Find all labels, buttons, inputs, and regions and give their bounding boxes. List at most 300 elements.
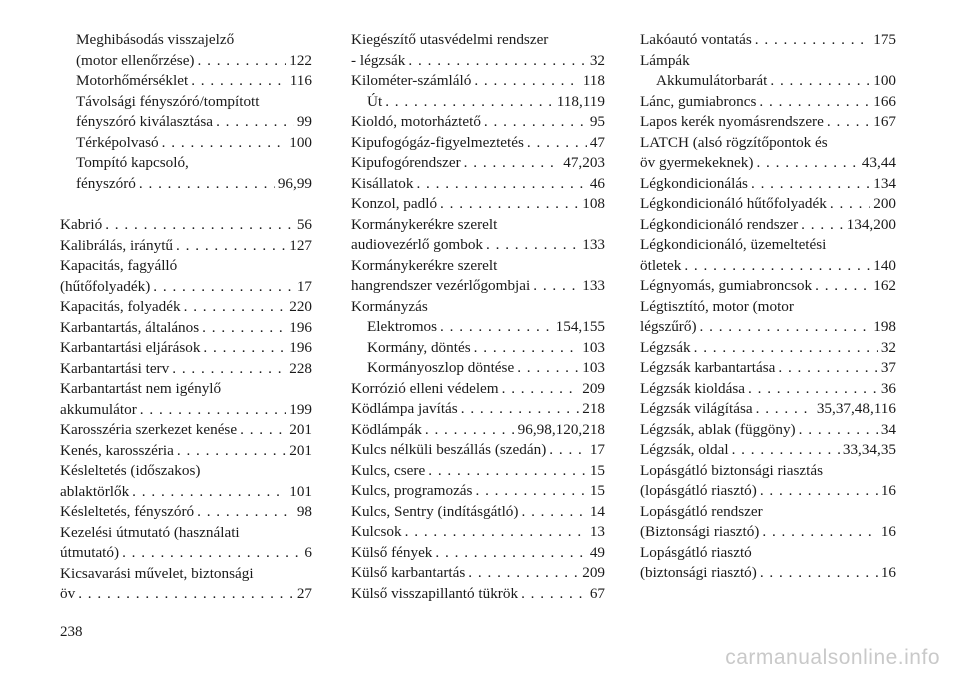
index-term: - légzsák — [351, 51, 406, 69]
page-reference: 133 — [582, 277, 605, 294]
dot-leader — [425, 420, 515, 441]
dot-leader — [240, 420, 286, 441]
page-reference: 96,99 — [277, 174, 312, 192]
index-term: Légtisztító, motor (motor — [640, 297, 794, 315]
dot-leader — [760, 563, 878, 584]
index-entry — [351, 256, 605, 297]
dot-leader — [176, 236, 286, 257]
index-entry-line — [351, 399, 605, 420]
index-term: Lakóautó vontatás — [640, 31, 752, 48]
dot-leader — [694, 338, 878, 359]
index-term: Távolsági fényszóró/tompított — [76, 92, 260, 110]
page-reference: 118,119 — [556, 92, 605, 110]
index-term: (hűtőfolyadék) — [60, 277, 151, 295]
index-term: Karbantartást nem igénylő — [60, 380, 222, 397]
index-term: Konzol, padló — [351, 195, 438, 212]
index-entry-line — [60, 584, 312, 605]
dot-leader — [684, 256, 870, 277]
index-entry — [60, 297, 312, 318]
index-entry-line — [351, 174, 605, 195]
page-reference: 133 — [582, 236, 605, 253]
index-entry — [640, 92, 896, 113]
index-entry-line — [60, 379, 312, 400]
page-reference: 47,203 — [563, 154, 605, 171]
page-reference: 47 — [589, 133, 605, 151]
index-entry — [351, 543, 605, 564]
index-entry-line — [640, 502, 896, 523]
index-entry-line — [351, 461, 605, 482]
dot-leader — [464, 153, 561, 174]
index-term: Kulcs, programozás — [351, 482, 473, 499]
index-entry — [640, 399, 896, 420]
index-entry — [60, 153, 312, 194]
index-entry-line — [60, 112, 312, 133]
index-term: hangrendszer vezérlőgombjai — [351, 277, 531, 294]
dot-leader — [517, 358, 579, 379]
index-entry — [351, 399, 605, 420]
index-term: Kulcsok — [351, 523, 402, 540]
dot-leader — [815, 276, 870, 297]
index-column-3 — [640, 30, 896, 584]
dot-leader — [748, 379, 878, 400]
dot-leader — [197, 502, 294, 523]
index-term: Kilométer-számláló — [351, 72, 472, 89]
page-reference: 201 — [289, 421, 312, 438]
index-entry — [351, 92, 605, 113]
page-reference: 46 — [589, 174, 605, 192]
page-reference: 32 — [589, 51, 605, 69]
index-term: Légzsák, oldal — [640, 441, 729, 458]
index-entry — [351, 194, 605, 215]
index-term: Kenés, karosszéria — [60, 441, 174, 459]
index-entry — [640, 297, 896, 338]
dot-leader — [474, 338, 580, 359]
index-entry-line — [60, 236, 312, 257]
page-reference: 175 — [873, 31, 896, 48]
index-entry-line — [640, 461, 896, 482]
dot-leader — [428, 461, 587, 482]
page-reference: 103 — [582, 359, 605, 376]
index-entry-line — [60, 133, 312, 154]
index-entry — [351, 133, 605, 154]
dot-leader — [799, 420, 878, 441]
page-reference: 127 — [289, 236, 312, 254]
index-entry-line — [640, 358, 896, 379]
page-reference: 218 — [582, 400, 605, 417]
page-reference: 134 — [873, 174, 896, 192]
page-reference: 209 — [582, 564, 605, 581]
index-entry-line — [351, 235, 605, 256]
index-term: Elektromos — [367, 318, 438, 335]
index-term: Légkondicionáló hűtőfolyadék — [640, 195, 827, 212]
index-entry-line — [640, 399, 896, 420]
index-column-2 — [351, 30, 605, 604]
index-term: Kipufogórendszer — [351, 154, 461, 171]
index-term: Lopásgátló riasztó — [640, 543, 752, 561]
index-entry-line — [60, 153, 312, 174]
index-entry — [351, 153, 605, 174]
watermark: carmanualsonline.info — [725, 646, 940, 669]
dot-leader — [468, 563, 579, 584]
index-term: Kulcs, csere — [351, 461, 426, 479]
index-entry-line — [640, 481, 896, 502]
index-term: Lopásgátló biztonsági riasztás — [640, 461, 824, 479]
index-term: Külső visszapillantó tükrök — [351, 584, 519, 602]
index-term: (Biztonsági riasztó) — [640, 523, 760, 540]
page-reference: 200 — [873, 195, 896, 212]
index-entry — [640, 358, 896, 379]
page-reference: 27 — [296, 585, 312, 602]
index-entry — [60, 338, 312, 359]
index-entry-line — [351, 440, 605, 461]
index-term: (lopásgátló riasztó) — [640, 482, 757, 499]
page-reference: 116 — [289, 72, 312, 89]
dot-leader — [502, 379, 580, 400]
page-reference: 201 — [289, 441, 312, 459]
page-reference: 98 — [296, 503, 312, 520]
index-term: Karbantartási terv — [60, 359, 170, 377]
index-term: Kalibrálás, iránytű — [60, 236, 174, 254]
page-reference: 196 — [289, 339, 312, 356]
index-entry — [640, 543, 896, 584]
index-term: Légkondicionáló, üzemeltetési — [640, 236, 827, 253]
index-entry-line — [60, 543, 312, 564]
page-reference: 162 — [873, 277, 896, 294]
index-entry — [640, 440, 896, 461]
index-entry — [60, 564, 312, 605]
index-term: Kormányzás — [351, 297, 428, 315]
index-entry-line — [60, 297, 312, 318]
index-term: Kulcs nélküli beszállás (szedán) — [351, 441, 547, 458]
index-entry-line — [351, 297, 605, 318]
page-reference: 43,44 — [861, 154, 896, 171]
index-term: Kormányoszlop döntése — [367, 359, 515, 376]
dot-leader — [416, 174, 586, 195]
index-term: Kapacitás, folyadék — [60, 298, 181, 315]
index-entry-line — [640, 543, 896, 564]
index-term: (biztonsági riasztó) — [640, 564, 757, 581]
index-entry-line — [351, 276, 605, 297]
index-entry — [60, 502, 312, 523]
dot-leader — [435, 543, 586, 564]
index-entry — [640, 112, 896, 133]
page-reference: 100 — [873, 72, 896, 89]
dot-leader — [521, 502, 586, 523]
dot-leader — [191, 71, 287, 92]
index-entry — [640, 379, 896, 400]
page-reference: 96,98,120,218 — [517, 420, 605, 438]
index-term: Karbantartási eljárások — [60, 339, 201, 356]
index-entry — [60, 461, 312, 502]
dot-leader — [760, 481, 878, 502]
index-entry-line — [351, 563, 605, 584]
index-term: Légnyomás, gumiabroncsok — [640, 277, 813, 294]
index-entry-line — [60, 92, 312, 113]
dot-leader — [122, 543, 301, 564]
index-term: öv gyermekeknek) — [640, 154, 754, 171]
index-entry-line — [351, 71, 605, 92]
index-entry-line — [640, 297, 896, 318]
dot-leader — [527, 133, 587, 154]
index-entry-line — [640, 133, 896, 154]
index-entry-line — [351, 420, 605, 441]
index-entry — [60, 379, 312, 420]
index-entry-line — [60, 51, 312, 72]
index-entry-line — [60, 400, 312, 421]
index-entry-line — [60, 523, 312, 544]
index-entry-line — [60, 174, 312, 195]
index-term: útmutató) — [60, 544, 120, 561]
index-entry-line — [640, 112, 896, 133]
index-term: Lámpák — [640, 51, 690, 69]
index-term: Légkondicionáló rendszer — [640, 215, 799, 233]
index-entry — [351, 112, 605, 133]
dot-leader — [198, 51, 287, 72]
index-entry-line — [60, 502, 312, 523]
index-entry — [351, 297, 605, 318]
dot-leader — [830, 194, 870, 215]
index-entry — [640, 174, 896, 195]
index-term: Légzsák kioldása — [640, 379, 746, 397]
index-term: Kormány, döntés — [367, 338, 471, 356]
page-reference: 101 — [289, 482, 312, 500]
index-term: Korrózió elleni védelem — [351, 379, 499, 397]
index-entry-line — [60, 71, 312, 92]
index-entry-line — [640, 30, 896, 51]
index-entry — [351, 420, 605, 441]
index-term: Térképolvasó — [76, 133, 159, 151]
page-reference: 134,200 — [846, 215, 896, 233]
page-reference: 140 — [873, 256, 896, 274]
index-term: Kapacitás, fagyálló — [60, 257, 178, 274]
index-entry — [640, 502, 896, 543]
index-term: Külső fények — [351, 543, 433, 561]
page-reference: 122 — [289, 51, 312, 69]
index-entry-line — [351, 112, 605, 133]
index-term: Légzsák világítása — [640, 400, 753, 417]
index-term: Légzsák karbantartása — [640, 359, 776, 376]
index-entry — [640, 215, 896, 236]
index-entry — [60, 318, 312, 339]
index-entry — [640, 461, 896, 502]
dot-leader — [184, 297, 287, 318]
page-reference: 37 — [880, 359, 896, 376]
index-term: Kiegészítő utasvédelmi rendszer — [351, 31, 549, 48]
page-reference: 209 — [582, 379, 605, 397]
index-entry-line — [60, 215, 312, 236]
dot-leader — [140, 400, 286, 421]
index-entry — [640, 71, 896, 92]
page-reference: 35,37,48,116 — [816, 400, 896, 417]
index-column-1 — [60, 30, 312, 605]
index-term: akkumulátor — [60, 400, 137, 418]
dot-leader — [778, 358, 877, 379]
index-entry — [351, 461, 605, 482]
page-reference: 67 — [589, 584, 605, 602]
dot-leader — [203, 338, 286, 359]
index-entry-line — [60, 461, 312, 482]
index-entry-line — [640, 522, 896, 543]
index-entry — [351, 215, 605, 256]
index-term: Kisállatok — [351, 174, 414, 192]
index-entry-line — [640, 71, 896, 92]
dot-leader — [440, 317, 553, 338]
index-entry-line — [640, 563, 896, 584]
index-entry-line — [640, 235, 896, 256]
index-entry — [640, 51, 896, 72]
page-reference: 198 — [873, 318, 896, 335]
page-reference: 95 — [589, 113, 605, 130]
index-entry — [351, 71, 605, 92]
dot-leader — [770, 71, 870, 92]
index-entry-line — [640, 92, 896, 113]
dot-leader — [132, 482, 286, 503]
index-entry — [640, 133, 896, 174]
index-term: Meghibásodás visszajelző — [76, 31, 235, 48]
index-entry-line — [60, 318, 312, 339]
dot-leader — [440, 194, 579, 215]
index-entry — [60, 30, 312, 51]
index-entry — [60, 236, 312, 257]
index-term: Akkumulátorbarát — [656, 72, 768, 89]
dot-leader — [751, 174, 870, 195]
index-entry-line — [351, 502, 605, 523]
dot-leader — [216, 112, 294, 133]
page-reference: 99 — [296, 113, 312, 130]
index-term: Kabrió — [60, 216, 103, 233]
index-term: LATCH (alsó rögzítőpontok és — [640, 133, 828, 151]
dot-leader — [408, 51, 586, 72]
index-term: Kormánykerékre szerelt — [351, 215, 498, 233]
index-entry-line — [60, 420, 312, 441]
index-term: Késleltetés (időszakos) — [60, 462, 201, 479]
index-term: Lánc, gumiabroncs — [640, 92, 757, 110]
index-entry-line — [351, 584, 605, 605]
index-entry-line — [60, 30, 312, 51]
index-term: Út — [367, 92, 383, 110]
page-reference: 49 — [589, 543, 605, 561]
index-entry-line — [640, 338, 896, 359]
index-entry-line — [60, 277, 312, 298]
index-term: fényszóró — [76, 174, 136, 192]
dot-leader — [461, 399, 580, 420]
index-entry-line — [351, 481, 605, 502]
page-reference: 100 — [289, 133, 312, 151]
dot-leader — [756, 153, 858, 174]
index-entry-line — [351, 194, 605, 215]
index-entry-line — [351, 92, 605, 113]
index-term: ablaktörlők — [60, 482, 130, 500]
index-entry-line — [640, 215, 896, 236]
page-reference: 17 — [589, 441, 605, 458]
dot-leader — [700, 317, 871, 338]
page-reference: 16 — [880, 482, 896, 499]
dot-leader — [385, 92, 554, 113]
index-entry — [60, 133, 312, 154]
page-reference: 118 — [582, 72, 605, 89]
index-term: Lapos kerék nyomásrendszere — [640, 113, 824, 130]
index-entry — [640, 194, 896, 215]
index-term: Késleltetés, fényszóró — [60, 503, 195, 520]
index-entry-line — [60, 256, 312, 277]
dot-leader — [105, 215, 294, 236]
dot-leader — [827, 112, 870, 133]
index-term: Karbantartás, általános — [60, 318, 200, 336]
entry-gap — [60, 194, 312, 215]
dot-leader — [762, 522, 877, 543]
index-entry-line — [351, 338, 605, 359]
index-entry-line — [60, 359, 312, 380]
page-reference: 34 — [880, 420, 896, 438]
index-entry-line — [640, 174, 896, 195]
index-entry-line — [640, 194, 896, 215]
index-entry-line — [640, 317, 896, 338]
index-entry-line — [351, 30, 605, 51]
page-reference: 103 — [582, 338, 605, 356]
page-reference: 166 — [873, 92, 896, 110]
page-reference: 13 — [589, 523, 605, 540]
index-entry — [351, 358, 605, 379]
index-entry-line — [351, 153, 605, 174]
page-reference: 228 — [289, 359, 312, 377]
index-term: Légkondicionálás — [640, 174, 748, 192]
index-entry-line — [640, 420, 896, 441]
index-entry-line — [60, 441, 312, 462]
index-term: Kulcs, Sentry (indításgátló) — [351, 502, 519, 520]
page-reference: 17 — [296, 277, 312, 295]
dot-leader — [732, 440, 840, 461]
index-term: légszűrő) — [640, 318, 697, 335]
index-entry-line — [60, 564, 312, 585]
page-reference: 154,155 — [555, 318, 605, 335]
index-entry — [60, 523, 312, 564]
index-entry — [640, 338, 896, 359]
index-term: Kioldó, motorháztető — [351, 113, 481, 130]
index-entry — [351, 563, 605, 584]
index-term: Motorhőmérséklet — [76, 72, 189, 89]
index-term: Ködlámpa javítás — [351, 400, 458, 417]
index-entry — [640, 276, 896, 297]
dot-leader — [202, 318, 286, 339]
index-term: Légzsák — [640, 338, 691, 356]
index-term: Kormánykerékre szerelt — [351, 256, 498, 274]
page-reference: 108 — [582, 195, 605, 212]
dot-leader — [474, 71, 579, 92]
dot-leader — [486, 235, 579, 256]
dot-leader — [484, 112, 587, 133]
index-entry-line — [351, 543, 605, 564]
page-reference: 16 — [880, 523, 896, 540]
index-entry-line — [351, 133, 605, 154]
page-reference: 167 — [873, 113, 896, 130]
index-entry — [60, 215, 312, 236]
index-entry-line — [351, 317, 605, 338]
index-entry — [351, 522, 605, 543]
index-entry — [60, 71, 312, 92]
page-reference: 220 — [289, 298, 312, 315]
index-term: Ködlámpák — [351, 420, 422, 438]
dot-leader — [475, 481, 586, 502]
page-reference: 56 — [296, 216, 312, 233]
index-entry-line — [351, 379, 605, 400]
page-reference: 15 — [589, 461, 605, 479]
index-term: Kipufogógáz-figyelmeztetés — [351, 133, 524, 151]
page-reference: 33,34,35 — [842, 441, 896, 458]
dot-leader — [759, 92, 870, 113]
index-entry-line — [640, 440, 896, 461]
index-entry — [60, 92, 312, 133]
index-entry — [60, 420, 312, 441]
